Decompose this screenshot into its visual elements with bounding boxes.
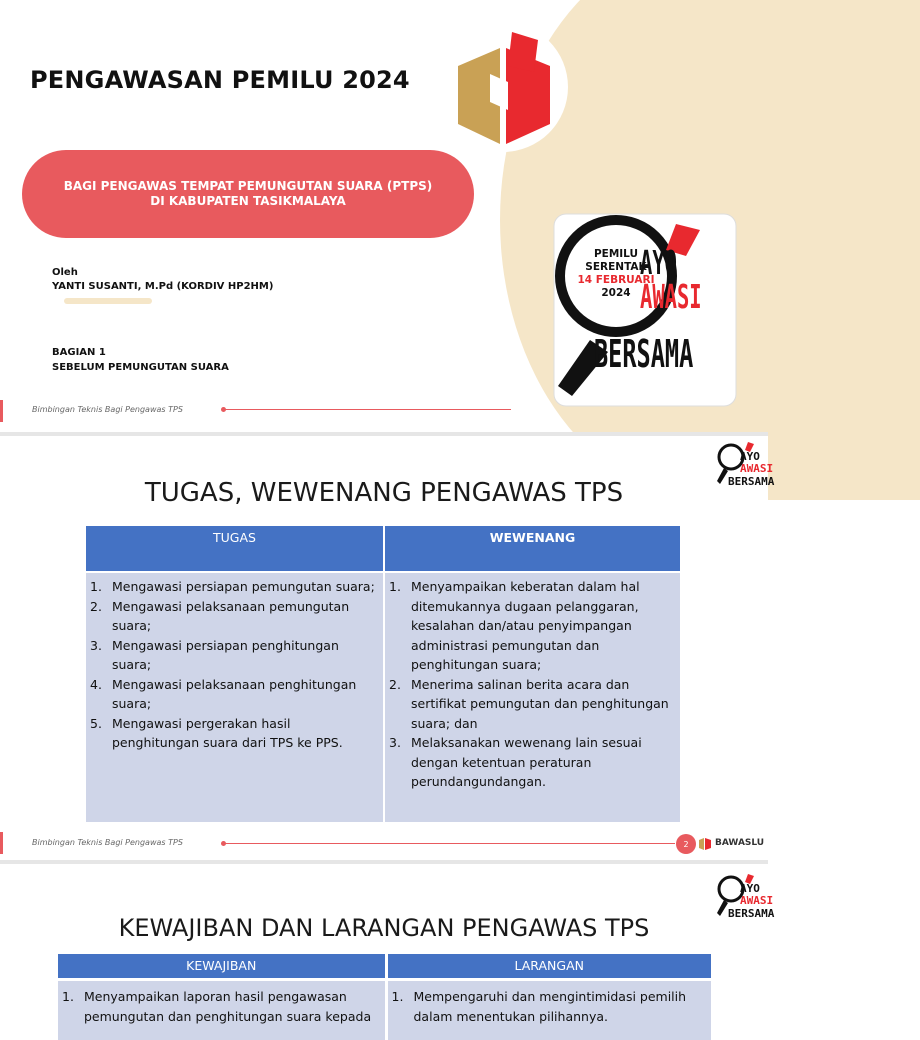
badge-line-1: PEMILU [593,248,639,260]
header-tugas: TUGAS [86,526,384,572]
section-title: SEBELUM PEMUNGUTAN SUARA [52,362,229,373]
presentation-title: PENGAWASAN PEMILU 2024 [30,66,410,94]
svg-text:BERSAMA: BERSAMA [728,907,775,920]
list-item-number: 5. [90,715,102,731]
list-item [385,733,676,792]
footer-text: Bimbingan Teknis Bagi Pengawas TPS [32,838,183,847]
svg-text:AWASI: AWASI [740,462,774,475]
header-larangan: LARANGAN [386,954,713,980]
duties-table [86,526,682,822]
table-header-row [58,954,713,980]
obligations-table [58,954,714,1040]
wewenang-cell [384,572,681,822]
footer-line [225,843,675,844]
bawaslu-icon [698,836,712,850]
list-item-number: 1. [391,989,404,1004]
list-item [86,577,379,597]
list-item-text: Menerima salinan berita acara dan sertifikat pemungutan dan penghitungan suara; dan [411,676,669,731]
subtitle-line-1: BAGI PENGAWAS TEMPAT PEMUNGUTAN SUARA (PTPS) [63,179,433,193]
list-item-text: Menyampaikan keberatan dalam hal ditemukannya dugaan pelanggaran, kesalahan dan/atau penyimpangan administrasi pemungutan dan penghitungan suara; [411,579,640,672]
kewajiban-cell [58,980,386,1040]
list-item-text: Mengawasi persiapan pemungutan suara; [112,579,375,594]
header-kewajiban: KEWAJIBAN [58,954,386,980]
header-wewenang: WEWENANG [384,526,681,572]
duties-slide [0,436,775,860]
footer-line [225,409,511,410]
larangan-list [388,987,706,1026]
bawaslu-logo [698,836,764,850]
list-item-number: 1. [62,989,74,1004]
author-name: YANTI SUSANTI, M.Pd (KORDIV HP2HM) [52,281,274,292]
list-item [388,987,706,1026]
slide-title: KEWAJIBAN DAN LARANGAN PENGAWAS TPS [118,914,650,942]
side-marker [0,832,3,854]
svg-text:AYO: AYO [740,450,760,463]
list-item-number: 2. [389,676,401,692]
list-item [86,597,379,636]
page-number: 2 [676,834,696,854]
svg-text:AWASI: AWASI [740,894,774,907]
tugas-cell [86,572,384,822]
list-item [385,675,676,734]
table-row [86,572,681,822]
list-item-text: Menyampaikan laporan hasil pengawasan pemungutan dan penghitungan suara kepada [84,989,372,1024]
list-item [86,636,379,675]
author-block [52,266,273,294]
ayo-awasi-bersama-badge [550,210,740,410]
list-item [86,714,379,753]
section-block [52,345,229,375]
list-item-number: 1. [90,579,102,594]
larangan-cell [386,980,713,1040]
list-item-number: 1. [389,579,401,594]
badge-year: 2024 [601,287,631,299]
slogan-awasi: AWASI [640,277,702,316]
badge-date: 14 FEBRUARI [577,274,655,286]
list-item [385,577,676,675]
wewenang-list [385,577,676,792]
list-item-text: Melaksanakan wewenang lain sesuai dengan ketentuan peraturan perundangundangan. [411,735,642,789]
subtitle-banner [22,150,474,238]
list-item-number: 3. [90,637,102,653]
svg-text:BERSAMA: BERSAMA [728,475,775,488]
slogan-bersama: BERSAMA [594,332,694,376]
title-slide [0,0,768,432]
slide-title: TUGAS, WEWENANG PENGAWAS TPS [144,478,624,508]
table-row [58,980,713,1040]
subtitle-line-2: DI KABUPATEN TASIKMALAYA [150,194,346,208]
list-item [58,987,379,1026]
footer-text: Bimbingan Teknis Bagi Pengawas TPS [32,405,183,414]
list-item [86,675,379,714]
by-label: Oleh [52,267,78,278]
obligations-slide [0,864,775,1024]
list-item-text: Mengawasi pelaksanaan pemungutan suara; [112,598,350,633]
list-item-text: Mengawasi pergerakan hasil penghitungan suara dari TPS ke PPS. [112,715,343,750]
list-item-text: Mengawasi pelaksanaan penghitungan suara; [112,676,357,711]
list-item-number: 2. [90,598,102,614]
list-item-number: 4. [90,676,102,692]
brand-name: BAWASLU [715,838,765,848]
list-item-text: Mengawasi persiapan penghitungan suara; [112,637,339,672]
tugas-list [86,577,379,753]
badge-line-2: SERENTAK [585,261,647,273]
side-marker [0,400,3,422]
decorative-bar [64,298,152,304]
list-item-text: Mempengaruhi dan mengintimidasi pemilih dalam menentukan pilihannya. [413,989,687,1024]
ballot-box-icon [450,32,556,144]
ballot-box-logo [438,22,568,152]
kewajiban-list [58,987,379,1026]
list-item-number: 3. [389,735,401,750]
slogan-ayo: AYO [640,243,677,282]
section-number: BAGIAN 1 [52,347,106,358]
svg-text:AYO: AYO [740,882,760,895]
table-header-row [86,526,681,572]
badge-slogan [640,243,702,316]
